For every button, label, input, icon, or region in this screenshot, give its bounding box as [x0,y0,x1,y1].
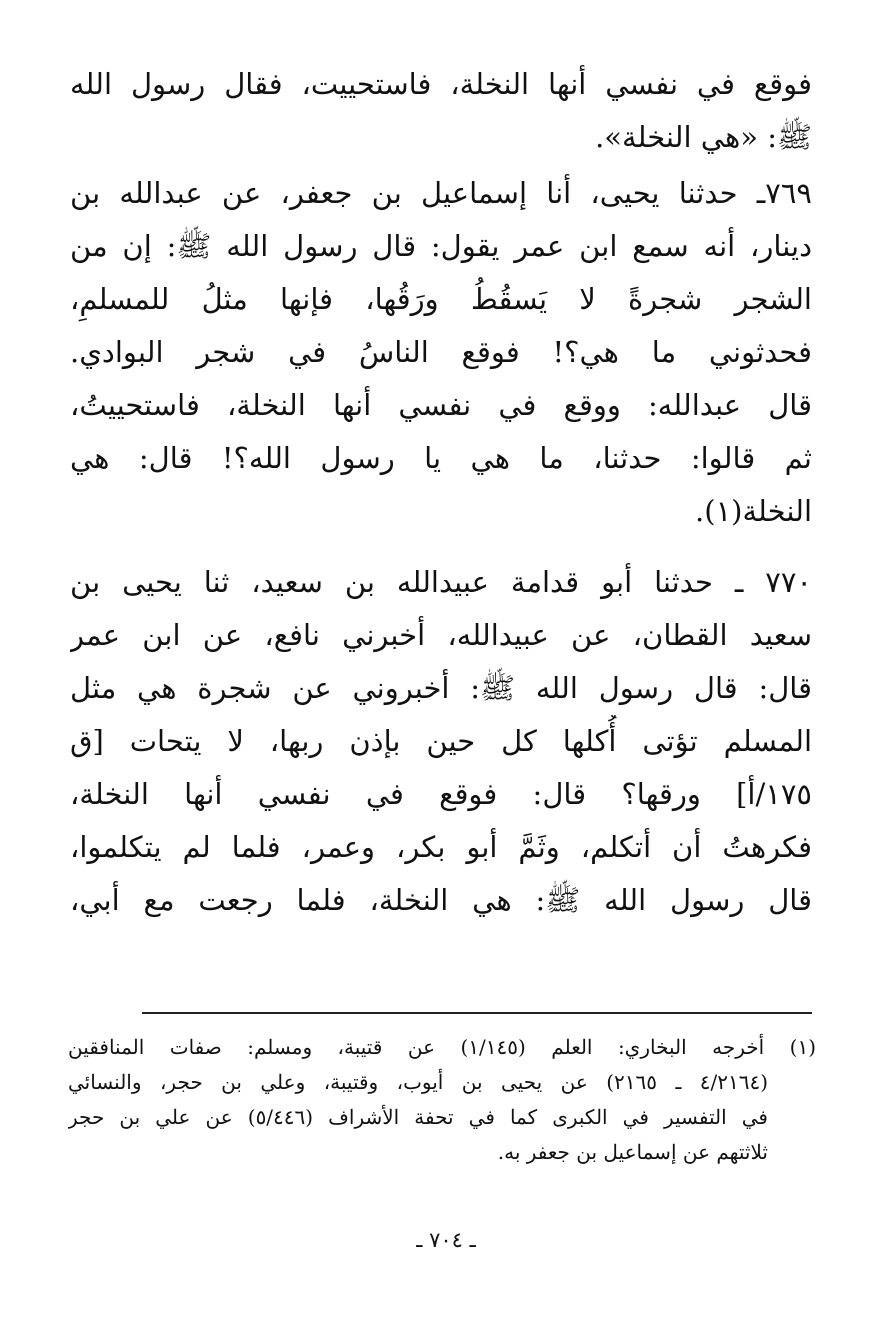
text-line: فكرهتُ أن أتكلم، وثَمَّ أبو بكر، وعمر، فلما لم يتكلموا، [70,830,812,864]
hadith-770 [70,556,812,927]
text-line: فحدثوني ما هي؟! فوقع الناسُ في شجر البوادي. [70,335,812,369]
main-text [70,58,812,927]
text-line: ١٧٥/أ] ورقها؟ قال: فوقع في نفسي أنها النخلة، [70,777,812,811]
footnotes [68,1030,816,1170]
text-line: فوقع في نفسي أنها النخلة، فاستحييت، فقال رسول الله [70,67,812,101]
text-line: المسلم تؤتى أُكلها كل حين بإذن ربها، لا يتحات [ق [70,724,812,758]
footnote-line: (٤/٢١٦٤ ـ ٢١٦٥) عن يحيى بن أيوب، وقتيبة، وعلي بن حجر، والنسائي [68,1070,769,1094]
text-line: ﷺ: «هي النخلة». [595,120,812,154]
footnote-line: (١) أخرجه البخاري: العلم (١/١٤٥) عن قتيبة، ومسلم: صفات المنافقين [68,1035,816,1059]
footnote-divider [142,1012,812,1014]
text-line: دينار، أنه سمع ابن عمر يقول: قال رسول الله ﷺ: إن من [70,229,812,263]
text-line: سعيد القطان، عن عبيدالله، أخبرني نافع، عن ابن عمر [70,618,812,652]
footnote-line: في التفسير في الكبرى كما في تحفة الأشراف (٥/٤٤٦) عن علي بن حجر [68,1105,768,1129]
hadith-770-first-line: ٧٧٠ ـ حدثنا أبو قدامة عبيدالله بن سعيد، ثنا يحيى بن [70,565,812,599]
hadith-769-first-line: ٧٦٩ـ حدثنا يحيى، أنا إسماعيل بن جعفر، عن عبدالله بن [70,176,812,210]
page-number: ـ ٧٠٤ ـ [416,1228,476,1252]
text-line: الشجر شجرةً لا يَسقُطُ ورَقُها، فإنها مثلُ للمسلمِ، [70,282,812,316]
text-line: قال عبدالله: ووقع في نفسي أنها النخلة، فاستحييتُ، [70,388,812,422]
text-line: قال رسول الله ﷺ: هي النخلة، فلما رجعت مع أبي، [70,883,812,917]
hadith-769 [70,167,812,538]
footnote-line: ثلاثتهم عن إسماعيل بن جعفر به. [497,1140,768,1164]
text-line: ثم قالوا: حدثنا، ما هي يا رسول الله؟! قال: هي [70,441,812,475]
text-line: النخلة(١). [695,494,812,528]
continuation-paragraph [70,58,812,164]
text-line: قال: قال رسول الله ﷺ: أخبروني عن شجرة هي مثل [70,671,812,705]
